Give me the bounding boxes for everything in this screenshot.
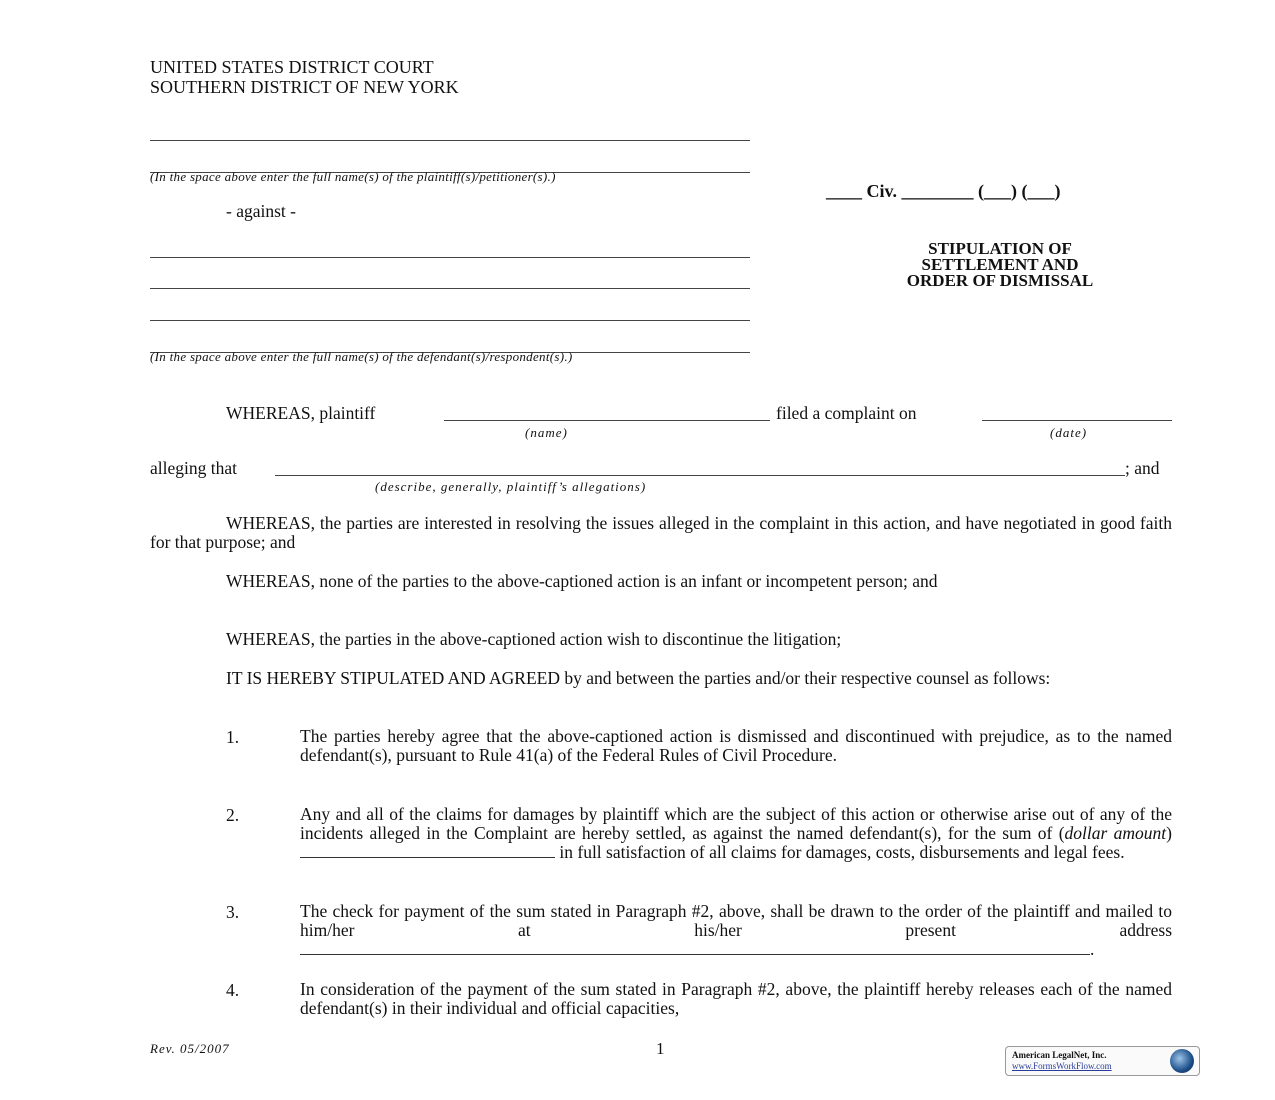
and-text: ; and [1125,458,1160,478]
filed-complaint-text: filed a complaint on [776,403,917,423]
item-text: The check for payment of the sum stated in Paragraph #2, above, shall be drawn to the order of the plaintiff and mailed to him/her at his/her present [300,901,1172,940]
whereas-resolving: WHEREAS, the parties are interested in resolving the issues alleged in the complaint in this action, and have negotiated in good faith for that purpose; and [150,513,1172,552]
defendant-hint: (In the space above enter the full name(s) of the defendant(s)/respondent(s).) [150,349,573,364]
allegations-field[interactable] [275,475,1125,476]
item-release: In consideration of the payment of the sum stated in Paragraph #2, above, the plaintiff hereby releases each of the named defendant(s) in their individual and official capacities, [300,979,1172,1018]
whereas-plaintiff: WHEREAS, plaintiff [226,403,376,423]
address-label: address [1119,920,1172,940]
title-line: ORDER OF DISMISSAL [906,271,1094,290]
plaintiff-line[interactable] [150,140,750,141]
item-number: 2. [226,805,240,825]
stipulated-agreed: IT IS HEREBY STIPULATED AND AGREED by and between the parties and/or their respective counsel as follows: [226,668,1051,688]
item-text: ) [1166,823,1172,843]
revision-date: Rev. 05/2007 [150,1041,230,1056]
court-heading [150,57,459,97]
name-hint: (name) [525,425,568,440]
court-name: UNITED STATES DISTRICT COURT [150,57,434,77]
logo-company: American LegalNet, Inc. [1012,1050,1107,1060]
dollar-amount-field[interactable] [300,843,555,858]
address-field[interactable] [300,940,1090,955]
item-dismissal: The parties hereby agree that the above-captioned action is dismissed and discontinued with prejudice, as to the named defendant(s), pursuant to Rule 41(a) of the Federal Rules of Civil Procedure. [300,726,1172,765]
document-title [840,241,1160,289]
alleging-label: alleging that [150,458,237,478]
item-number: 1. [226,727,240,747]
logo-url[interactable]: www.FormsWorkFlow.com [1012,1061,1112,1071]
defendant-line[interactable] [150,257,750,258]
title-line: STIPULATION OF [928,239,1072,258]
whereas-discontinue: WHEREAS, the parties in the above-captioned action wish to discontinue the litigation; [226,629,842,649]
court-district: SOUTHERN DISTRICT OF NEW YORK [150,77,459,97]
dollar-amount-label: dollar amount [1064,823,1167,843]
item-text: Any and all of the claims for damages by plaintiff which are the subject of this action or otherwise arise out of any of the incidents alleged in the Complaint are hereby settled, as against the named defendant(s), for the sum of ( [300,804,1172,843]
item-payment: The check for payment of the sum stated in Paragraph #2, above, shall be drawn to the order of the plaintiff and mailed to him/her at his/her present address. [300,901,1172,959]
date-hint: (date) [1050,425,1088,440]
item-number: 3. [226,902,240,922]
title-line: SETTLEMENT AND [921,255,1079,274]
defendant-line[interactable] [150,320,750,321]
legalnet-logo[interactable] [1005,1046,1200,1076]
allegations-hint: (describe, generally, plaintiff’s allegations) [375,479,647,494]
item-number: 4. [226,980,240,1000]
against-label: - against - [226,201,296,221]
defendant-line[interactable] [150,288,750,289]
item-settlement [300,805,1172,862]
plaintiff-name-field[interactable] [444,420,770,421]
page-number: 1 [656,1039,665,1058]
globe-icon [1170,1049,1194,1073]
complaint-date-field[interactable] [982,420,1172,421]
item-text: in full satisfaction of all claims for damages, costs, disbursements and legal fees. [559,842,1125,862]
civil-case-number[interactable]: ____ Civ. ________ (___) (___) [826,181,1061,201]
whereas-no-infant: WHEREAS, none of the parties to the above-captioned action is an infant or incompetent person; and [226,571,938,591]
plaintiff-hint: (In the space above enter the full name(s) of the plaintiff(s)/petitioner(s).) [150,169,556,184]
